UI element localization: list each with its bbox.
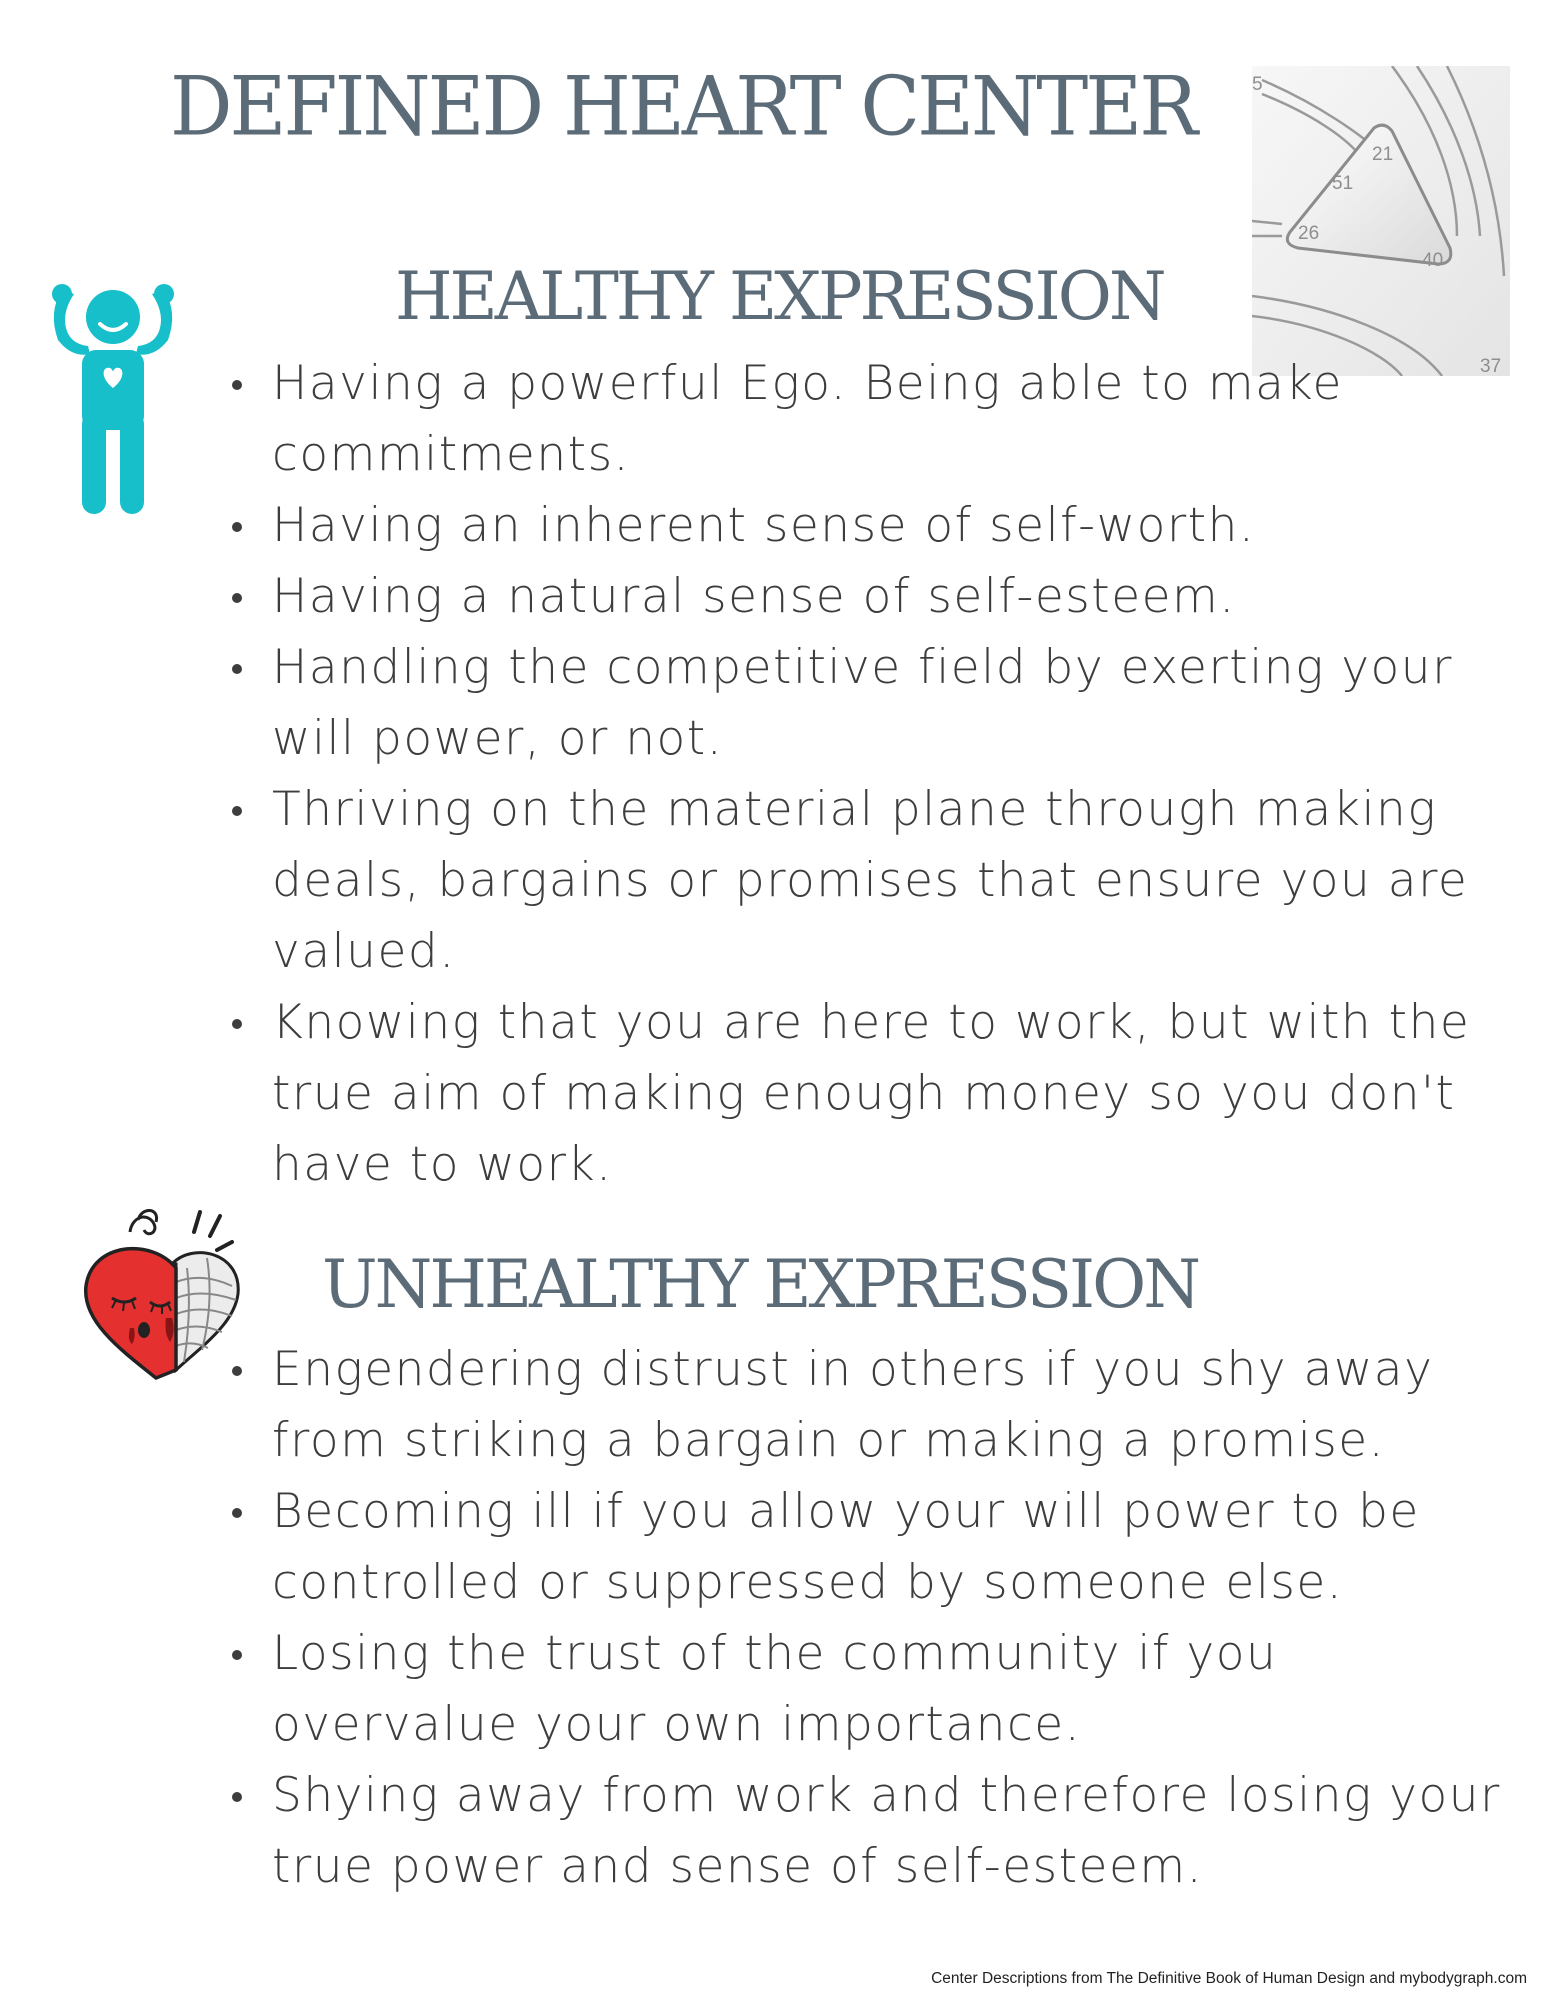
list-item: Having an inherent sense of self-worth. [220, 490, 1520, 561]
list-item: Handling the competitive field by exerting your will power, or not. [220, 632, 1520, 774]
list-item: Knowing that you are here to work, but with the true aim of making enough money so you don't have to work. [220, 987, 1520, 1200]
gate-label: 40 [1422, 250, 1444, 271]
list-item: Having a natural sense of self-esteem. [220, 561, 1520, 632]
gate-label: 51 [1332, 173, 1354, 194]
list-item: Having a powerful Ego. Being able to make commitments. [220, 348, 1520, 490]
list-item: Engendering distrust in others if you shy away from striking a bargain or making a promise. [220, 1334, 1520, 1476]
footer-credit: Center Descriptions from The Definitive Book of Human Design and mybodygraph.com [931, 1970, 1527, 1987]
gate-label: 37 [1480, 356, 1502, 376]
page-title: DEFINED HEART CENTER [170, 59, 1195, 155]
unhealthy-expression-list [220, 1334, 1520, 1902]
healthy-expression-heading: HEALTHY EXPRESSION [395, 258, 1164, 335]
unhealthy-expression-heading: UNHEALTHY EXPRESSION [322, 1246, 1198, 1323]
gate-label: 21 [1372, 144, 1394, 165]
list-item: Shying away from work and therefore losing your true power and sense of self-esteem. [220, 1760, 1520, 1902]
list-item: Becoming ill if you allow your will power to be controlled or suppressed by someone else. [220, 1476, 1520, 1618]
person-heart-icon [48, 272, 178, 522]
healthy-expression-list [220, 348, 1520, 1200]
gate-label: 5 [1252, 74, 1263, 95]
gate-label: 26 [1298, 223, 1320, 244]
heart-center-chart-graphic [1252, 66, 1510, 376]
list-item: Thriving on the material plane through making deals, bargains or promises that ensure you are valued. [220, 774, 1520, 987]
list-item: Losing the trust of the community if you overvalue your own importance. [220, 1618, 1520, 1760]
